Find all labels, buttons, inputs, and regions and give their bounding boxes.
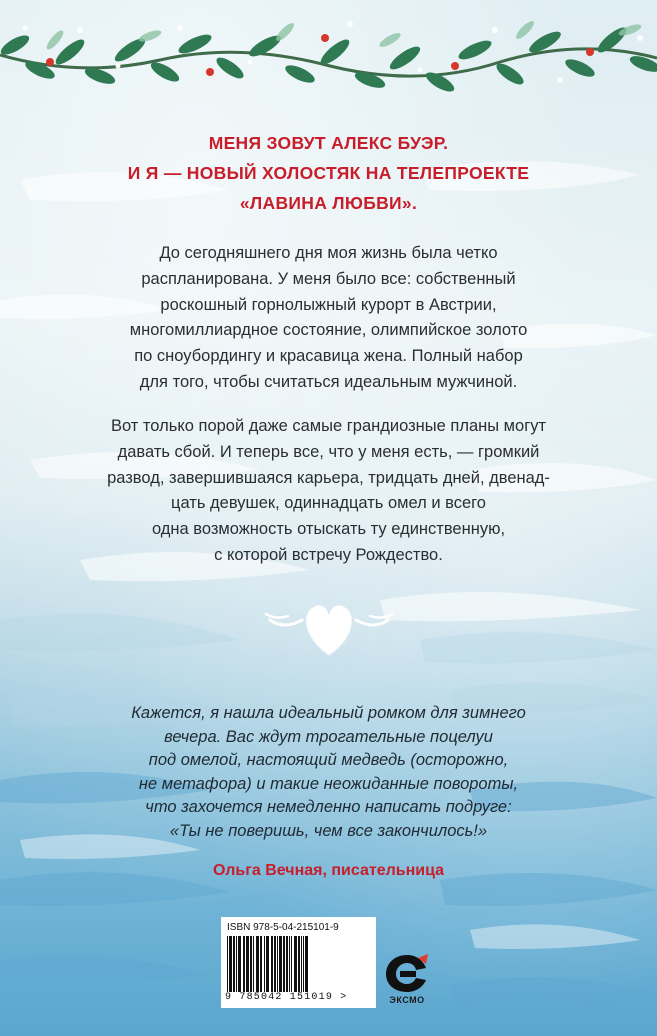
headline-line: И Я — НОВЫЙ ХОЛОСТЯК НА ТЕЛЕПРОЕКТЕ xyxy=(127,163,530,183)
barcode-bar xyxy=(236,936,237,992)
barcode-bar xyxy=(279,936,282,992)
quote-line: что захочется немедленно написать подруге: xyxy=(145,798,512,817)
barcode-bar xyxy=(238,936,241,992)
heart-icon xyxy=(262,590,396,662)
barcode-bar xyxy=(246,936,249,992)
barcode-bar xyxy=(266,936,269,992)
isbn-label: ISBN 978-5-04-215101-9 xyxy=(227,922,339,933)
barcode-bar xyxy=(253,936,254,992)
barcode-bar xyxy=(271,936,273,992)
barcode-bar xyxy=(256,936,259,992)
barcode-bar xyxy=(303,936,304,992)
barcode-bar xyxy=(294,936,297,992)
quote-line: Кажется, я нашла идеальный ромком для зимнего xyxy=(131,704,526,722)
quote-line: не метафора) и такие неожиданные повороты, xyxy=(138,774,519,793)
barcode-bar xyxy=(233,936,235,992)
paragraph-line: развод, завершившаяся карьера, тридцать дней, двенад- xyxy=(107,468,550,487)
paragraph-line: по сноубордингу и красавица жена. Полный набор xyxy=(134,347,523,366)
quote-line: вечера. Вас ждут трогательные поцелуи xyxy=(164,727,493,746)
barcode-bar xyxy=(298,936,300,992)
eksmo-logo-icon xyxy=(382,952,432,994)
barcode-bar xyxy=(227,936,228,992)
paragraph-line: с которой встречу Рождество. xyxy=(214,545,443,564)
barcode-bar xyxy=(291,936,292,992)
barcode-bar xyxy=(286,936,288,992)
blurb-paragraph-1 xyxy=(0,241,657,396)
barcode-bar xyxy=(260,936,262,992)
paragraph-line: распланирована. У меня было все: собственный xyxy=(141,269,516,288)
barcode-bars xyxy=(225,936,372,992)
barcode-bar xyxy=(229,936,232,992)
paragraph-line: многомиллиардное состояние, олимпийское золото xyxy=(129,321,528,340)
barcode-bar xyxy=(289,936,290,992)
barcode-bar xyxy=(250,936,252,992)
barcode-bar xyxy=(264,936,265,992)
mistletoe-garland xyxy=(0,0,657,95)
paragraph-line: цать девушек, одиннадцать омел и всего xyxy=(171,494,486,513)
paragraph-line: для того, чтобы считаться идеальным мужчиной. xyxy=(139,372,518,391)
blurb-paragraph-2 xyxy=(0,414,657,569)
paragraph-line: До сегодняшнего дня моя жизнь была четко xyxy=(159,244,498,262)
barcode-digits: 9 785042 151019 > xyxy=(225,992,348,1003)
barcode-bar xyxy=(283,936,285,992)
review-quote xyxy=(0,702,657,844)
barcode-bar xyxy=(301,936,302,992)
quote-line: «Ты не поверишь, чем все закончилось!» xyxy=(169,821,488,840)
paragraph-line: давать сбой. И теперь все, что у меня есть, — громкий xyxy=(117,442,540,461)
quote-line: под омелой, настоящий медведь (осторожно, xyxy=(148,751,509,770)
paragraph-line: роскошный горнолыжный курорт в Австрии, xyxy=(160,295,497,314)
paragraph-line: Вот только порой даже самые грандиозные планы могут xyxy=(110,417,547,435)
barcode-bar xyxy=(274,936,276,992)
publisher-name: ЭКСМО xyxy=(389,995,425,1005)
headline xyxy=(0,128,657,218)
quote-author: Ольга Вечная, писательница xyxy=(212,862,445,879)
headline-line: МЕНЯ ЗОВУТ АЛЕКС БУЭР. xyxy=(208,133,449,153)
headline-line: «ЛАВИНА ЛЮБВИ». xyxy=(239,193,418,213)
barcode xyxy=(221,917,376,1008)
barcode-bar xyxy=(305,936,308,992)
barcode-bar xyxy=(243,936,245,992)
paragraph-line: одна возможность отыскать ту единственную, xyxy=(151,520,506,539)
barcode-bar xyxy=(277,936,278,992)
